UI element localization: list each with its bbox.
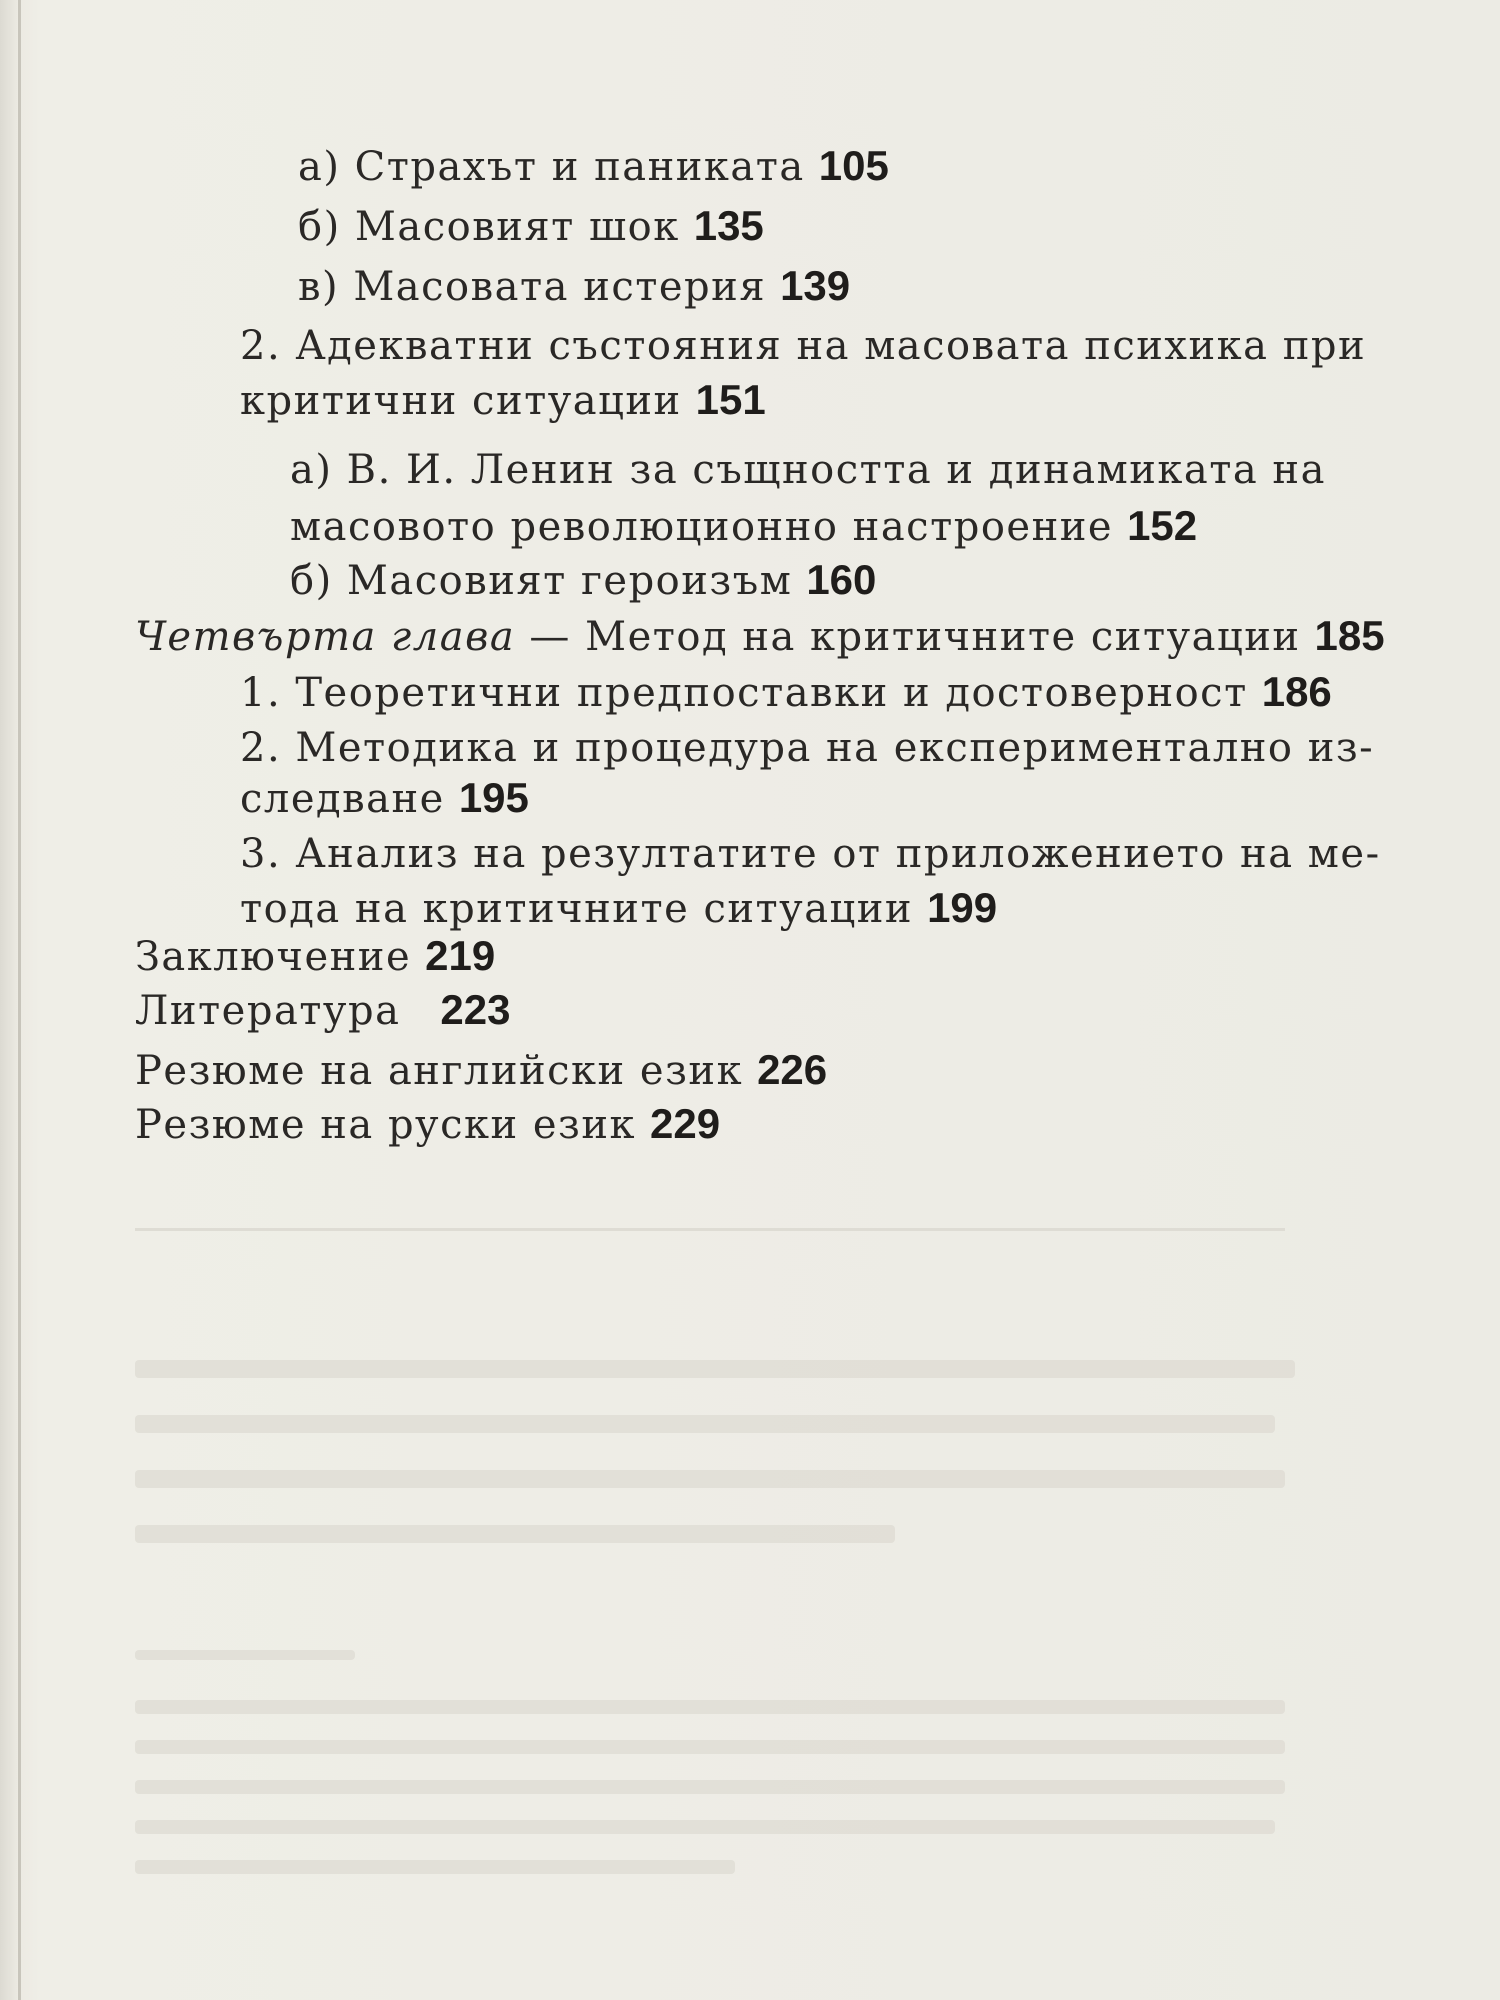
toc-entry [135,1046,827,1095]
toc-entry-page: 139 [780,262,851,309]
toc-entry-label: — Метод на критичните ситуации [515,614,1301,660]
toc-entry-label: Литература [135,988,401,1034]
toc-entry-label: критични ситуации [240,378,682,424]
toc-entry-page: 151 [695,376,766,423]
toc-entry [240,322,1366,370]
toc-entry [290,446,1326,494]
toc-entry [135,1100,720,1149]
toc-entry-page: 219 [425,932,496,979]
toc-entry-label: 3. Анализ на резултатите от приложението на ме- [240,831,1381,877]
toc-entry-page: 160 [806,556,877,603]
toc-entry-label: Резюме на английски език [135,1048,744,1094]
toc-chapter-entry [135,612,1385,661]
toc-entry-label: Резюме на руски език [135,1102,637,1148]
toc-entry-page: 185 [1314,612,1385,659]
toc-entry-label: 1. Теоретични предпоставки и достоверност [240,670,1248,716]
toc-entry [298,262,850,311]
toc-entry-label: следване [240,776,445,822]
toc-entry [135,932,495,981]
toc-entry-label: тода на критичните ситуации [240,886,914,932]
toc-entry [298,202,764,251]
toc-entry-page: 105 [818,142,889,189]
toc-entry-label: масовото революционно настроение [290,504,1114,550]
toc-entry [240,774,529,823]
toc-entry-label: б) Масовият героизъм [290,558,793,604]
toc-entry [240,830,1381,878]
toc-entry-page: 229 [650,1100,721,1147]
toc-entry-label: б) Масовият шок [298,204,680,250]
toc-entry-page: 135 [693,202,764,249]
toc-entry [135,986,511,1035]
toc-entry [298,142,889,191]
toc-entry [240,884,997,933]
toc-entry [290,556,876,605]
toc-entry [240,724,1374,772]
toc-entry-label: 2. Адекватни състояния на масовата психика при [240,323,1367,369]
toc-entry-page: 186 [1261,668,1332,715]
chapter-label: Четвърта глава [135,614,516,660]
toc-entry [240,668,1332,717]
toc-entry-label: 2. Методика и процедура на експериментално из- [240,725,1375,771]
toc-entry [290,502,1197,551]
toc-entry-label: в) Масовата истерия [298,264,767,310]
toc-entry-page: 195 [458,774,529,821]
toc-entry-label: а) В. И. Ленин за същността и динамиката на [290,447,1326,493]
toc-entry-page: 223 [440,986,511,1033]
toc-entry-page: 199 [927,884,998,931]
toc-entry-label: а) Страхът и паниката [298,144,805,190]
toc-entry-page: 152 [1127,502,1198,549]
toc-entry-label: Заключение [135,934,412,980]
show-through-rule [135,1228,1285,1231]
toc-entry-page: 226 [757,1046,828,1093]
toc-entry [240,376,766,425]
show-through-imprint [135,1330,1305,1950]
